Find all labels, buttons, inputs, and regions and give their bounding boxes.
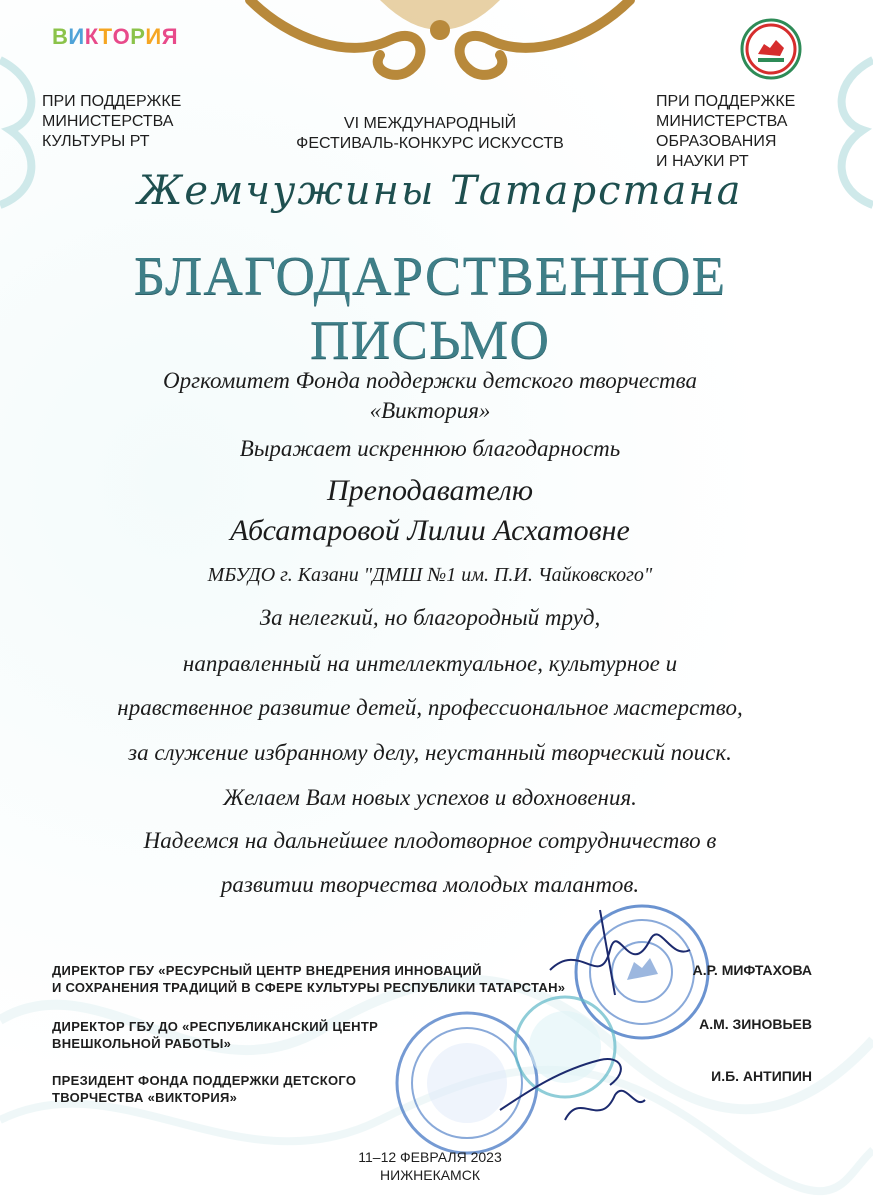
thanks-line: Выражает искреннюю благодарность	[239, 436, 621, 461]
event-date-location	[300, 1148, 560, 1184]
festival-line-2: ФЕСТИВАЛЬ-КОНКУРС ИСКУССТВ	[296, 135, 564, 152]
document-title	[80, 244, 780, 372]
support-left-line-2: МИНИСТЕРСТВА	[42, 113, 174, 130]
support-ministry-education	[656, 92, 856, 172]
logo-letter: В	[52, 24, 69, 49]
signatory-3-role	[52, 1072, 452, 1106]
festival-name: Жемчужины Татарстана	[137, 168, 743, 214]
support-right-line-3: ОБРАЗОВАНИЯ	[656, 133, 777, 150]
recipient-school: МБУДО г. Казани "ДМШ №1 им. П.И. Чайковского"	[207, 564, 653, 586]
signatory-1-role-line-1: ДИРЕКТОР ГБУ «РЕСУРСНЫЙ ЦЕНТР ВНЕДРЕНИЯ ИННОВАЦИЙ	[52, 963, 482, 978]
logo-letter: И	[68, 24, 85, 49]
paragraph-line-7: развитии творчества молодых талантов.	[220, 872, 640, 897]
title-line-1: БЛАГОДАРСТВЕННОЕ	[133, 245, 727, 306]
paragraph-line-1: За нелегкий, но благородный труд,	[259, 605, 601, 630]
paragraph-line-3: нравственное развитие детей, профессиональное мастерство,	[117, 695, 743, 720]
paragraph-line-2: направленный на интеллектуальное, культурное и	[182, 651, 678, 676]
signatory-3-role-line-2: ТВОРЧЕСТВА «ВИКТОРИЯ»	[52, 1090, 238, 1105]
org-line-2: «Виктория»	[369, 398, 491, 423]
logo-letter: И	[145, 24, 162, 49]
logo-letter: О	[112, 24, 131, 49]
org-line-1: Оргкомитет Фонда поддержки детского творчества	[163, 368, 697, 393]
signatory-1-role	[52, 962, 632, 996]
signatory-3-name: И.Б. АНТИПИН	[711, 1068, 812, 1084]
support-right-line-4: И НАУКИ РТ	[656, 153, 749, 170]
festival-subtitle	[270, 114, 590, 154]
signatory-1-role-line-2: И СОХРАНЕНИЯ ТРАДИЦИЙ В СФЕРЕ КУЛЬТУРЫ РЕСПУБЛИКИ ТАТАРСТАН»	[52, 980, 566, 995]
victoria-logo	[52, 24, 178, 50]
signatory-3-role-line-1: ПРЕЗИДЕНТ ФОНДА ПОДДЕРЖКИ ДЕТСКОГО	[52, 1073, 357, 1088]
title-line-2: ПИСЬМО	[309, 309, 551, 370]
logo-letter: К	[84, 24, 99, 49]
recipient-role: Преподавателю	[326, 474, 534, 507]
ornament-top-decoration	[230, 0, 650, 95]
signatory-1-name: А.Р. МИФТАХОВА	[692, 962, 812, 978]
paragraph-line-5: Желаем Вам новых успехов и вдохновения.	[223, 785, 637, 810]
support-left-line-1: ПРИ ПОДДЕРЖКЕ	[42, 93, 182, 110]
event-date: 11–12 ФЕВРАЛЯ 2023	[358, 1149, 502, 1165]
event-city: НИЖНЕКАМСК	[380, 1167, 480, 1183]
paragraph-line-6: Надеемся на дальнейшее плодотворное сотрудничество в	[143, 828, 717, 853]
logo-letter: Р	[130, 24, 146, 49]
support-right-line-1: ПРИ ПОДДЕРЖКЕ	[656, 93, 796, 110]
festival-line-1: VI МЕЖДУНАРОДНЫЙ	[343, 115, 517, 132]
support-ministry-culture	[42, 92, 242, 152]
signatory-2-role-line-2: ВНЕШКОЛЬНОЙ РАБОТЫ»	[52, 1036, 232, 1051]
paragraph-line-4: за служение избранному делу, неустанный творческий поиск.	[128, 740, 732, 765]
logo-letter: Я	[161, 24, 179, 49]
signatory-2-role	[52, 1018, 452, 1052]
support-right-line-2: МИНИСТЕРСТВА	[656, 113, 788, 130]
signatory-2-role-line-1: ДИРЕКТОР ГБУ ДО «РЕСПУБЛИКАНСКИЙ ЦЕНТР	[52, 1019, 379, 1034]
signature-3	[560, 1070, 650, 1130]
recipient-name: Абсатаровой Лилии Асхатовне	[230, 514, 630, 547]
tatarstan-coat-of-arms-icon	[740, 18, 802, 80]
support-left-line-3: КУЛЬТУРЫ РТ	[42, 133, 150, 150]
signatory-2-name: А.М. ЗИНОВЬЕВ	[699, 1016, 812, 1032]
logo-letter: Т	[98, 24, 113, 49]
